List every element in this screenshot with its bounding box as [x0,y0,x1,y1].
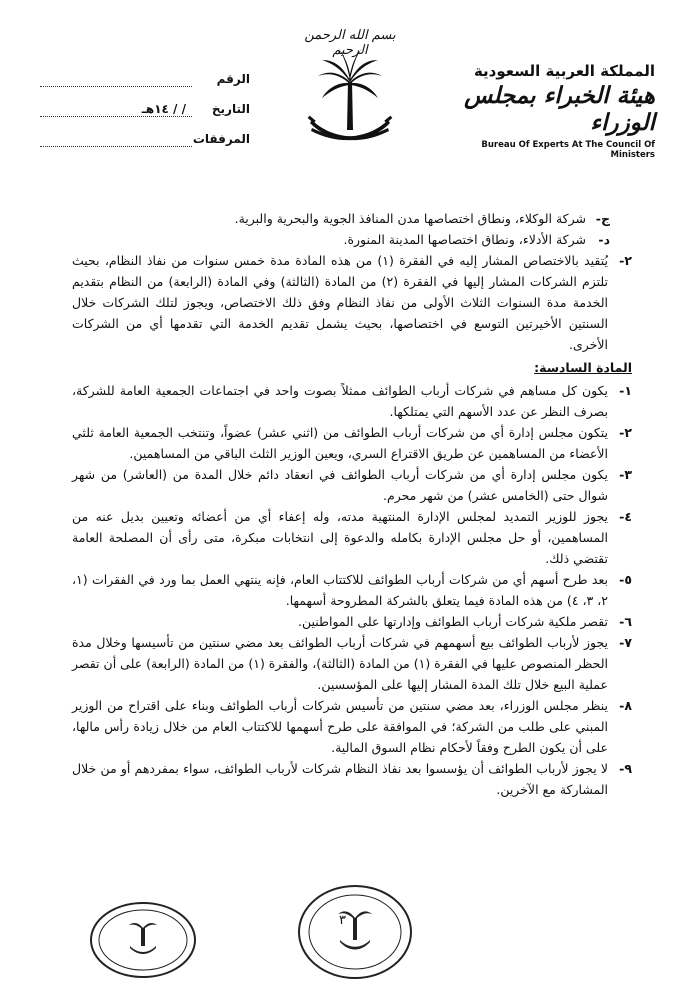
bureau-name-english: Bureau Of Experts At The Council Of Ministers [481,140,655,160]
paragraph-item: ٨- ينظر مجلس الوزراء، بعد مضي سنتين من تأسيس شركات أرباب الطوائف وبناء على اقتراح من الوزير المبني على طلب من الشركة؛ في الموافقة على طرح أسهمها للاكتتاب العام من خلال زيادة رأس مالها، على أن يكون الطرح وفقاً لأحكام نظام السوق المالية. [72,698,632,755]
reference-fields [40,64,250,154]
field-attachments: المرفقات [40,124,250,154]
field-attachments-line [40,132,192,147]
paragraph-item: ٢- يتكون مجلس إدارة أي من شركات أرباب الطوائف من (اثني عشر) عضواً، وتنتخب الجمعية العامة ثلثي الأعضاء من المساهمين عن طريق الاقتراع السري، ويعين الوزير الثلث الباقي من المساهمين. [72,425,632,461]
section-heading: المادة السادسة: [534,360,632,375]
paragraph-item: ٧- يجوز لأرباب الطوائف بيع أسهمهم في شركات أرباب الطوائف بعد مضي سنتين من تأسيسها وخلال مدة الحظر المنصوص عليها في الفقرة (١) من المادة (الثالثة)، والفقرة (١) من المادة (الرابعة) على أن تقصر عملية البيع خلال تلك المدة المشار إليها على المؤسسين. [72,635,632,692]
sub-item: ج- شركة الوكلاء، ونطاق اختصاصها مدن المنافذ الجوية والبحرية والبرية. [234,211,610,226]
bureau-name: هيئة الخبراء بمجلس الوزراء [464,82,655,136]
official-stamp-left [88,900,198,980]
paragraph-item: ٢- يُتقيد بالاختصاص المشار إليه في الفقرة (١) من هذه المادة مدة خمس سنوات من نفاذ النظام، بحيث تلتزم الشركات المشار إليها في الفقرة (٢) من المادة (الثالثة) وفي المادة (الرابعة) من النظام بتقديم الخدمة مدة السنوات الثلاث الأولى من نفاذ النظام وفق ذلك الاختصاص، ويجوز لتلك الشركات خلال السنتين الأخيرتين التوسع في اختصاصها، بحيث يشمل تقديم الخدمة التي تقدمها أي من الشركات الأخرى. [72,253,632,352]
field-date-line: / / ١٤هـ [40,102,192,117]
field-number-line [40,72,192,87]
saudi-emblem-icon [300,42,400,147]
official-stamp-right [295,882,415,982]
paragraph-item: ٣- يكون مجلس إدارة أي من شركات أرباب الطوائف في انعقاد دائم خلال المدة من (العاشر) من شهر شوال حتى (الخامس عشر) من شهر محرم. [72,467,632,503]
paragraph-item: ١- يكون كل مساهم في شركات أرباب الطوائف ممثلاً بصوت واحد في اجتماعات الجمعية العامة للشركة، بصرف النظر عن عدد الأسهم التي يمتلكها. [72,383,632,419]
paragraph-item: ٦- تقصر ملكية شركات أرباب الطوائف وإدارتها على المواطنين. [298,614,632,629]
document-body [72,208,632,800]
paragraph-item: ٤- يجوز للوزير التمديد لمجلس الإدارة المنتهية مدته، وله إعفاء أي من أعضائه وتعيين بديل عنه من المساهمين، أو حل مجلس الإدارة بكامله والدعوة إلى انتخابات مبكرة، متى رأى أن المصلحة العامة تقتضي ذلك. [72,509,632,566]
kingdom-name: المملكة العربية السعودية [473,62,655,80]
paragraph-item: ٥- بعد طرح أسهم أي من شركات أرباب الطوائف للاكتتاب العام، فإنه ينتهي العمل بما ورد في الفقرات (١، ٢، ٣، ٤) من هذه المادة فيما يتعلق بالشركة المطروحة أسهمها. [72,572,632,608]
sub-item: د- شركة الأدلاء، ونطاق اختصاصها المدينة المنورة. [343,232,610,247]
sub-items [72,208,632,250]
field-date: التاريخ / / ١٤هـ [40,94,250,124]
field-number: الرقم [40,64,250,94]
basmala: بسم الله الرحمن الرحيم [304,28,396,58]
page-number: ٣ [339,913,346,928]
organization-header [435,62,655,160]
paragraph-item: ٩- لا يجوز لأرباب الطوائف أن يؤسسوا بعد نفاذ النظام شركات لأرباب الطوائف، سواء بمفردهم أو من خلال المشاركة مع الآخرين. [72,761,632,797]
